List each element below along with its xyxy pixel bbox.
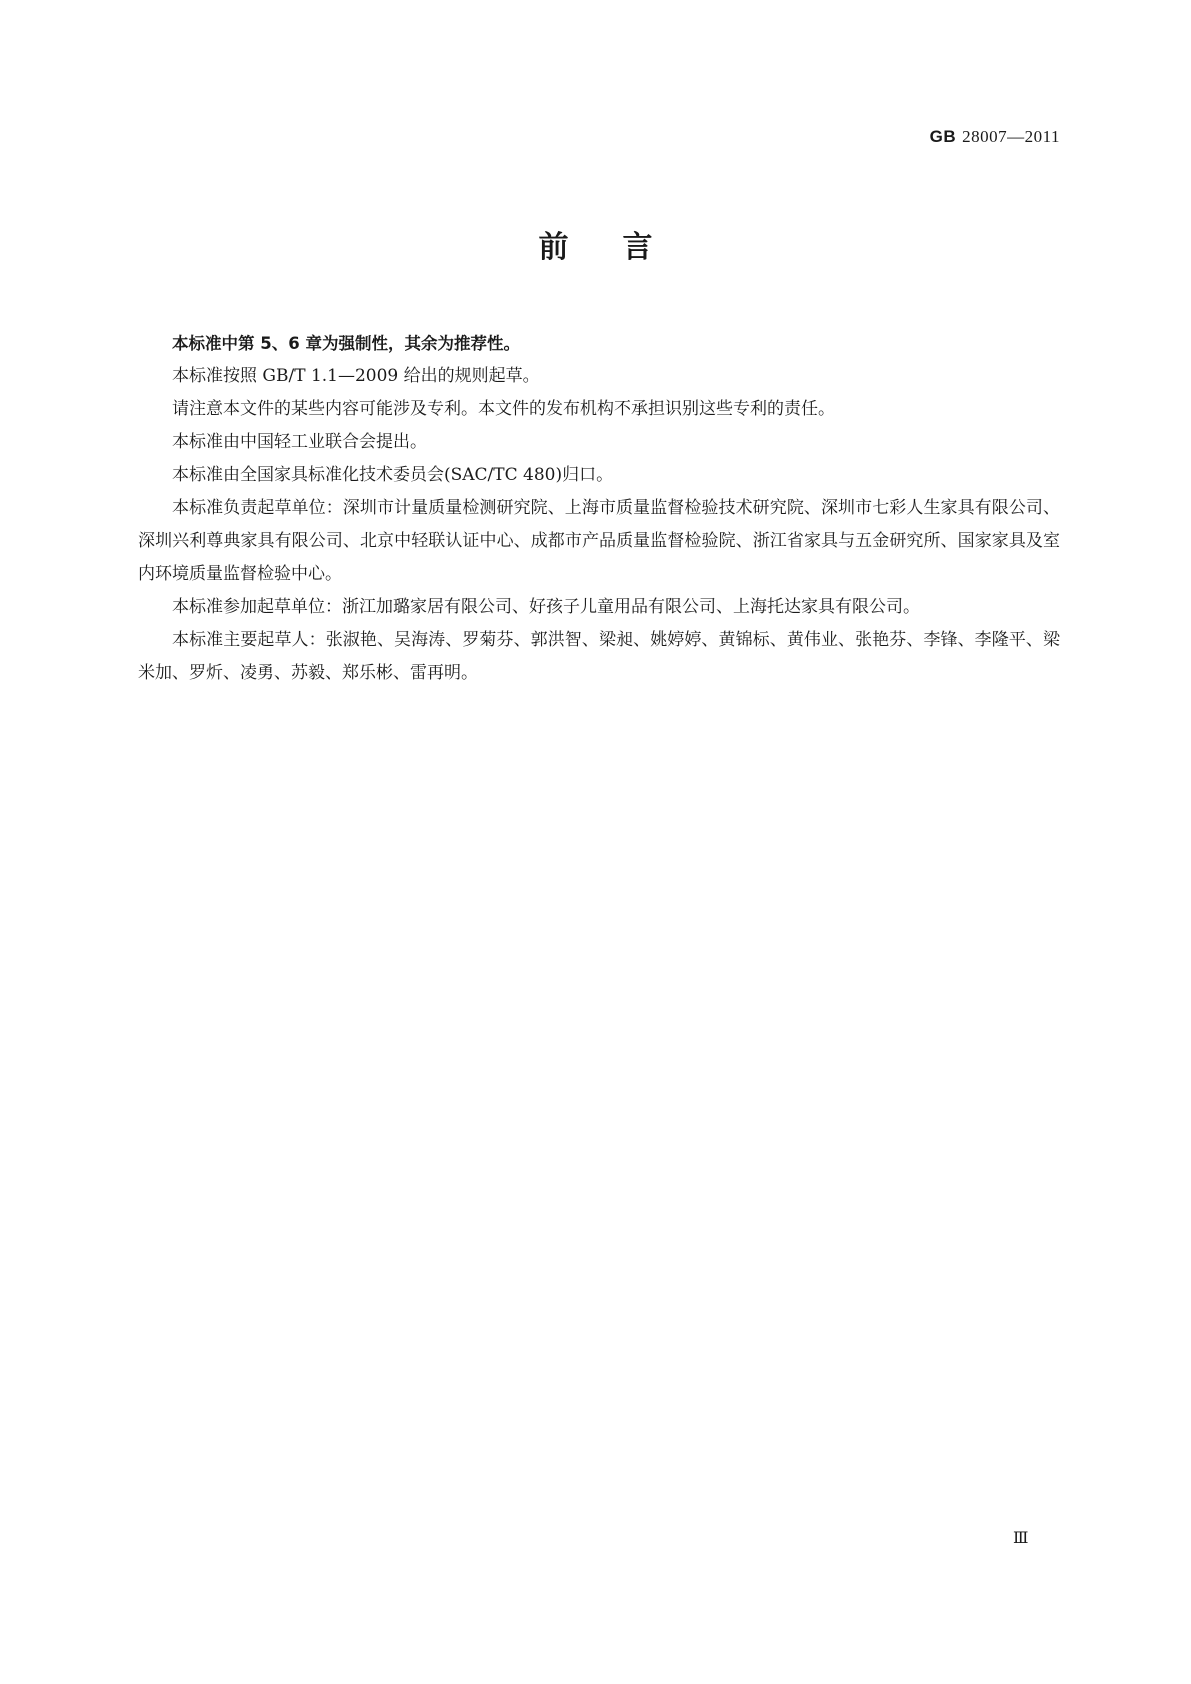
paragraph-drafting-rules: 本标准按照 GB/T 1.1—2009 给出的规则起草。 [172, 366, 540, 386]
document-code-number: 28007—2011 [962, 127, 1060, 146]
paragraph-drafters: 本标准主要起草人：张淑艳、吴海涛、罗菊芬、郭洪智、梁昶、姚婷婷、黄锦标、黄伟业、张艳芬、李锋、李隆平、梁米加、罗炘、凌勇、苏毅、郑乐彬、雷再明。 [138, 630, 1060, 683]
paragraph-drafting-organizations: 本标准负责起草单位：深圳市计量质量检测研究院、上海市质量监督检验技术研究院、深圳市七彩人生家具有限公司、深圳兴利尊典家具有限公司、北京中轻联认证中心、成都市产品质量监督检验院、浙江省家具与五金研究所、国家家具及室内环境质量监督检验中心。 [138, 498, 1060, 584]
paragraph-participating-organizations: 本标准参加起草单位：浙江加璐家居有限公司、好孩子儿童用品有限公司、上海托达家具有限公司。 [172, 597, 920, 617]
paragraph-patent-notice: 请注意本文件的某些内容可能涉及专利。本文件的发布机构不承担识别这些专利的责任。 [172, 399, 835, 419]
document-body [138, 327, 1060, 690]
document-code-prefix: GB [929, 127, 957, 146]
paragraph-responsible-committee: 本标准由全国家具标准化技术委员会(SAC/TC 480)归口。 [172, 465, 614, 485]
document-code [930, 127, 1060, 147]
paragraph-proposer: 本标准由中国轻工业联合会提出。 [172, 432, 427, 452]
page-title: 前言 [538, 230, 707, 265]
page-number: Ⅲ [1013, 1528, 1029, 1547]
paragraph-mandatory-chapters: 本标准中第 5、6 章为强制性，其余为推荐性。 [172, 334, 520, 353]
